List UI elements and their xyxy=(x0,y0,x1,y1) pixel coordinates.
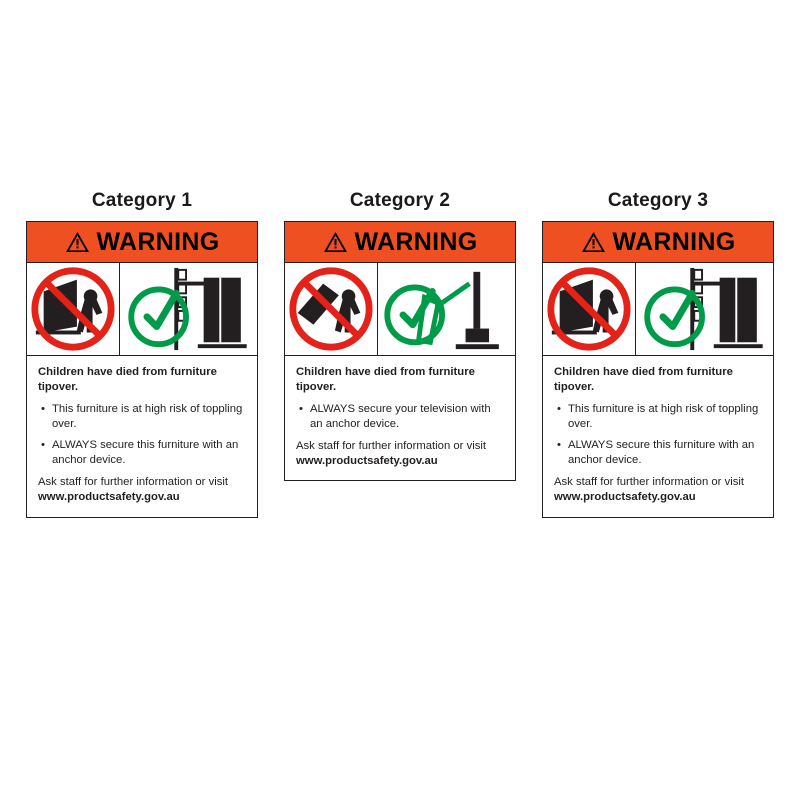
lead-statement: Children have died from furniture tipover. xyxy=(554,366,733,393)
warning-header-bar xyxy=(543,222,773,263)
ask-staff-text: Ask staff for further information or visit xyxy=(296,440,487,453)
website-url[interactable]: www.productsafety.gov.au xyxy=(554,491,696,504)
card-title: Category 3 xyxy=(607,190,709,211)
warning-triangle-icon xyxy=(65,231,90,253)
warning-header-bar xyxy=(285,222,515,263)
label-text-body xyxy=(27,356,257,517)
bullet-list xyxy=(554,402,763,469)
warning-label-text: WARNING xyxy=(96,227,220,256)
card-title: Category 2 xyxy=(349,190,451,211)
label-text-body xyxy=(285,356,515,480)
ask-staff-text: Ask staff for further information or visit xyxy=(554,476,745,489)
label-card-category-3 xyxy=(542,190,774,518)
bullet-list xyxy=(296,402,505,432)
anchored-television-tick-icon xyxy=(378,263,515,355)
no-child-climbing-furniture-icon xyxy=(27,263,120,355)
label-text-body xyxy=(543,356,773,517)
card-title: Category 1 xyxy=(91,190,193,211)
website-url[interactable]: www.productsafety.gov.au xyxy=(38,491,180,504)
ask-staff-text: Ask staff for further information or visit xyxy=(38,476,229,489)
bullet-item: • ALWAYS secure this furniture with an anchor device. xyxy=(568,438,763,468)
warning-header-bar xyxy=(27,222,257,263)
bullet-item: • ALWAYS secure your television with an anchor device. xyxy=(310,402,505,432)
pictogram-row xyxy=(543,263,773,356)
bullet-item: • ALWAYS secure this furniture with an anchor device. xyxy=(52,438,247,468)
no-child-pulling-television-icon xyxy=(285,263,378,355)
warning-label-box xyxy=(284,221,516,481)
pictogram-row xyxy=(27,263,257,356)
anchored-furniture-tick-icon xyxy=(120,263,257,355)
pictogram-row xyxy=(285,263,515,356)
label-card-row xyxy=(0,190,800,518)
label-card-category-2 xyxy=(284,190,516,481)
anchored-furniture-tick-icon xyxy=(636,263,773,355)
warning-triangle-icon xyxy=(323,231,348,253)
warning-triangle-icon xyxy=(581,231,606,253)
lead-statement: Children have died from furniture tipover. xyxy=(38,366,217,393)
bullet-item: • This furniture is at high risk of toppling over. xyxy=(568,402,763,432)
bullet-list xyxy=(38,402,247,469)
website-url[interactable]: www.productsafety.gov.au xyxy=(296,455,438,468)
lead-statement: Children have died from furniture tipover. xyxy=(296,366,475,393)
warning-label-box xyxy=(26,221,258,518)
bullet-item: • This furniture is at high risk of toppling over. xyxy=(52,402,247,432)
warning-label-text: WARNING xyxy=(354,227,478,256)
warning-label-box xyxy=(542,221,774,518)
label-card-category-1 xyxy=(26,190,258,518)
no-child-climbing-furniture-icon xyxy=(543,263,636,355)
warning-label-text: WARNING xyxy=(612,227,736,256)
